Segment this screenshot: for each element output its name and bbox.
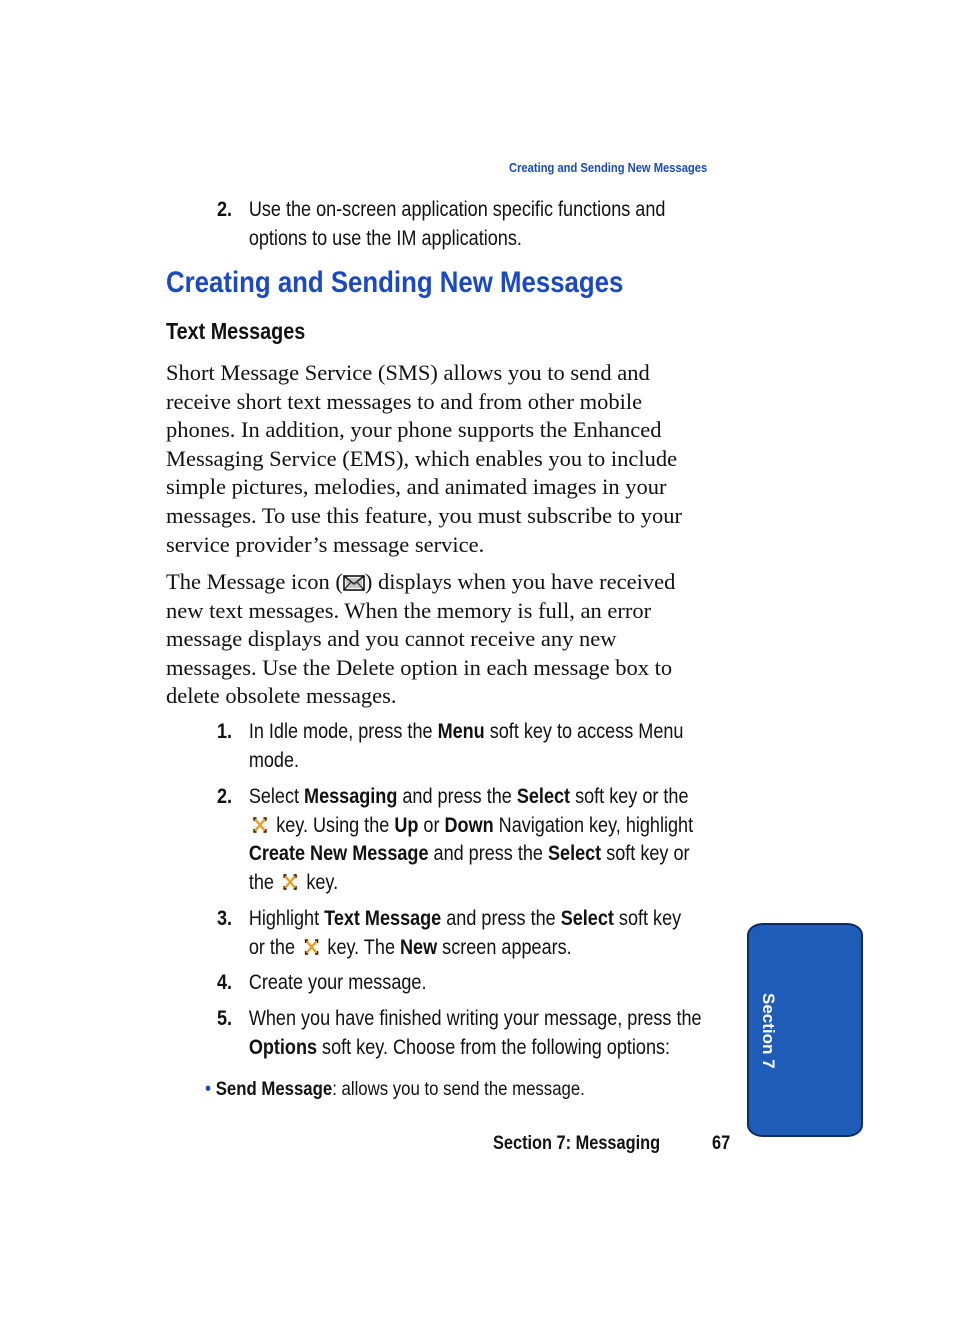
step-number: 5. bbox=[217, 1007, 233, 1030]
step-line: mode. bbox=[248, 748, 300, 772]
text-run: the bbox=[248, 870, 279, 894]
text-run: or bbox=[418, 813, 445, 837]
navigation-key-icon bbox=[251, 815, 268, 835]
step-text bbox=[249, 196, 666, 253]
step-line: options to use the IM applications. bbox=[248, 226, 522, 250]
down-key-label: Down bbox=[444, 813, 494, 837]
text-run: Select bbox=[248, 785, 305, 808]
paragraph-line: delete obsolete messages. bbox=[166, 683, 397, 709]
paragraph-line: phones. In addition, your phone supports the Enhanced bbox=[166, 417, 662, 443]
paragraph-line: new text messages. When the memory is full, an error bbox=[166, 597, 652, 623]
paragraph-line: message displays and you cannot receive any new bbox=[166, 626, 617, 652]
paragraph-line: messages. To use this feature, you must subscribe to your bbox=[166, 502, 683, 528]
menu-key-label: Menu bbox=[437, 720, 485, 743]
step-number: 4. bbox=[217, 971, 233, 994]
step-number: 1. bbox=[217, 720, 233, 743]
step-line bbox=[249, 869, 693, 898]
up-key-label: Up bbox=[394, 813, 419, 837]
create-new-message-label: Create New Message bbox=[248, 842, 429, 865]
text-run: and press the bbox=[441, 907, 561, 930]
step-line bbox=[249, 1034, 702, 1063]
step-line bbox=[249, 812, 693, 841]
select-key-label: Select bbox=[560, 907, 614, 930]
step-line: Use the on-screen application specific functions and bbox=[248, 198, 666, 221]
step-line: Create your message. bbox=[248, 971, 427, 994]
step-text bbox=[249, 1005, 702, 1062]
text-run: and press the bbox=[397, 785, 517, 808]
step-line bbox=[249, 934, 681, 963]
text-run: Navigation key, highlight bbox=[493, 813, 694, 837]
step-text bbox=[249, 783, 693, 897]
navigation-key-icon bbox=[282, 872, 299, 892]
option-send-message bbox=[205, 1076, 585, 1102]
text-run: key. Using the bbox=[271, 813, 395, 837]
select-key-label: Select bbox=[516, 785, 571, 808]
select-key-label: Select bbox=[547, 842, 602, 865]
text-run: soft key. Choose from the following options: bbox=[317, 1035, 671, 1059]
text-run: In Idle mode, press the bbox=[248, 720, 438, 743]
text-run: key. bbox=[301, 870, 339, 894]
page-number: 67 bbox=[712, 1133, 731, 1154]
new-screen-label: New bbox=[400, 935, 438, 959]
send-message-label: Send Message bbox=[215, 1078, 333, 1100]
section-title: Creating and Sending New Messages bbox=[166, 266, 624, 299]
text-run: soft key or bbox=[601, 842, 690, 865]
step-line bbox=[249, 905, 681, 934]
step-number: 3. bbox=[217, 907, 233, 930]
text-run: soft key or the bbox=[570, 785, 689, 808]
step-text bbox=[249, 718, 684, 775]
navigation-key-icon bbox=[303, 937, 320, 957]
text-run: or the bbox=[248, 935, 301, 959]
messaging-label: Messaging bbox=[304, 785, 398, 808]
text-message-label: Text Message bbox=[324, 907, 442, 930]
running-header: Creating and Sending New Messages bbox=[509, 160, 708, 175]
step-line bbox=[249, 718, 684, 747]
paragraph-line: simple pictures, melodies, and animated images in your bbox=[166, 474, 667, 500]
text-run: soft key to access Menu bbox=[484, 720, 684, 743]
text-run: screen appears. bbox=[437, 935, 572, 959]
options-key-label: Options bbox=[248, 1035, 318, 1059]
text-run: : allows you to send the message. bbox=[332, 1078, 585, 1100]
text-run: Highlight bbox=[248, 907, 325, 930]
paragraph-line: receive short text messages to and from other mobile bbox=[166, 388, 643, 414]
bullet-dot: • bbox=[205, 1078, 212, 1100]
paragraph-line bbox=[166, 568, 746, 597]
text-run: ) displays when you have received bbox=[364, 569, 676, 594]
paragraph-line: Messaging Service (EMS), which enables you to include bbox=[166, 445, 678, 471]
step-number: 2. bbox=[217, 198, 233, 221]
text-run: The Message icon ( bbox=[166, 569, 343, 594]
text-run: key. The bbox=[322, 935, 401, 959]
step-text bbox=[249, 969, 427, 998]
step-line: When you have finished writing your message, press the bbox=[248, 1007, 702, 1030]
envelope-icon bbox=[343, 571, 365, 600]
paragraph-sms bbox=[166, 359, 746, 559]
step-line bbox=[249, 840, 693, 869]
step-line bbox=[249, 783, 693, 812]
paragraph-line: messages. Use the Delete option in each message box to bbox=[166, 654, 673, 680]
text-run: soft key bbox=[613, 907, 682, 930]
step-number: 2. bbox=[217, 785, 233, 808]
paragraph-line: Short Message Service (SMS) allows you to send and bbox=[166, 360, 650, 385]
section-tab-label: Section 7 bbox=[759, 993, 778, 1069]
paragraph-line: service provider’s message service. bbox=[166, 531, 485, 557]
text-run: and press the bbox=[428, 842, 548, 865]
step-text bbox=[249, 905, 681, 962]
footer-section-title: Section 7: Messaging bbox=[493, 1133, 661, 1154]
subsection-title: Text Messages bbox=[166, 318, 306, 344]
paragraph-message-icon bbox=[166, 568, 746, 711]
